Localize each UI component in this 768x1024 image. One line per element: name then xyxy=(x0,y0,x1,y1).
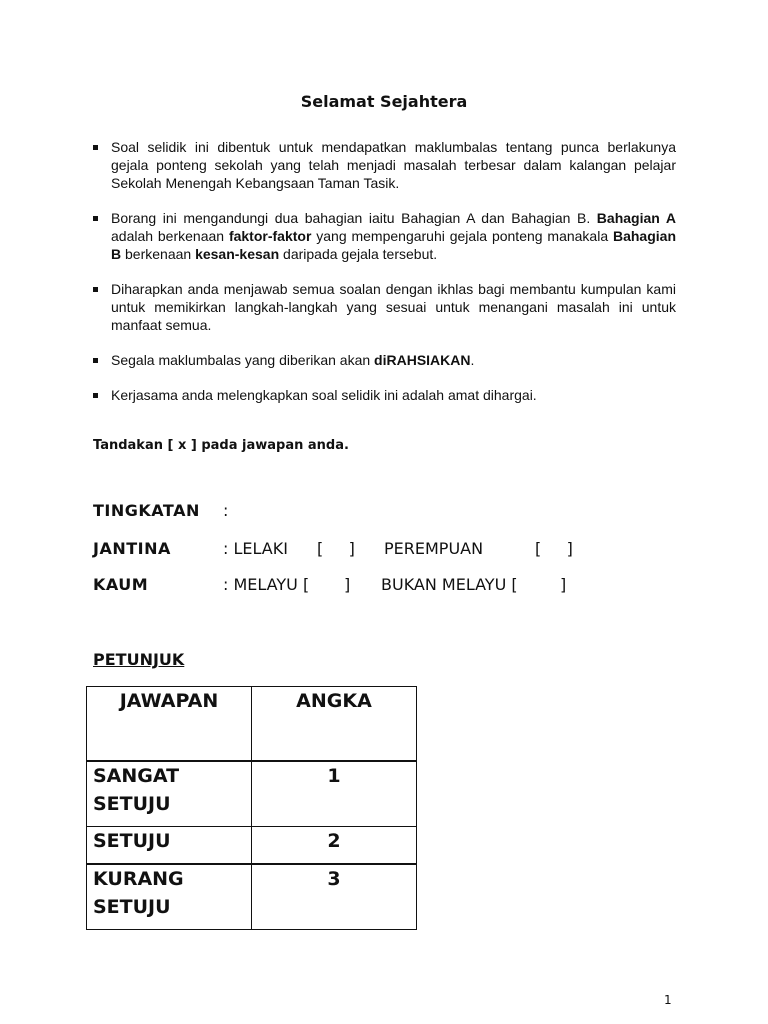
bullet-text: daripada gejala tersebut. xyxy=(279,246,438,262)
table-row xyxy=(87,864,417,930)
lelaki-checkbox[interactable]: [ ] xyxy=(317,539,355,558)
petunjuk-heading: PETUNJUK xyxy=(93,650,185,669)
melayu-checkbox[interactable]: ] xyxy=(344,575,351,594)
bullet-text: Diharapkan anda menjawab semua soalan dengan ikhlas bagi membantu kumpulan kami untuk memikirkan langkah-langkah yang sesuai untuk menangani masalah ini untuk manfaat semua. xyxy=(111,281,676,333)
angka-cell: 3 xyxy=(252,864,417,930)
bukan-melayu-option: BUKAN MELAYU [ xyxy=(381,575,518,594)
bold-term: faktor-faktor xyxy=(228,228,312,244)
perempuan-option: PEREMPUAN xyxy=(384,539,484,558)
melayu-option: : MELAYU [ xyxy=(223,575,310,594)
bullet-text: Borang ini mengandungi dua bahagian iaitu Bahagian A dan Bahagian B. xyxy=(111,210,597,226)
angka-cell: 1 xyxy=(252,761,417,827)
jawapan-cell xyxy=(87,827,252,865)
angka-header: ANGKA xyxy=(252,687,417,762)
jawapan-line: SETUJU xyxy=(93,793,171,815)
legend-header-row xyxy=(87,687,417,762)
square-bullet-icon xyxy=(93,145,98,150)
angka-cell: 2 xyxy=(252,827,417,865)
jawapan-header: JAWAPAN xyxy=(87,687,252,762)
perempuan-checkbox[interactable]: [ ] xyxy=(535,539,573,558)
kaum-label: KAUM xyxy=(93,575,149,594)
bullet-text: . xyxy=(470,352,475,368)
jawapan-cell xyxy=(87,761,252,827)
bold-term: Bahagian A xyxy=(596,210,676,226)
bullet-item xyxy=(93,351,676,369)
bullet-text: Soal selidik ini dibentuk untuk mendapatkan maklumbalas tentang punca berlakunya gejala ponteng sekolah yang telah menjadi masalah terbesar dalam kalangan pelajar Sekolah Menengah Kebangsaan Taman Tasik. xyxy=(111,139,676,191)
jawapan-line: SANGAT xyxy=(93,765,180,787)
jawapan-cell xyxy=(87,864,252,930)
square-bullet-icon xyxy=(93,393,98,398)
bullet-item xyxy=(93,280,676,334)
tingkatan-label: TINGKATAN xyxy=(93,501,200,520)
page-title: Selamat Sejahtera xyxy=(300,92,468,111)
bullet-text: yang mempengaruhi gejala ponteng manakala xyxy=(311,228,613,244)
tingkatan-colon: : xyxy=(223,501,229,520)
table-row xyxy=(87,761,417,827)
legend-table xyxy=(86,686,417,930)
lelaki-option: : LELAKI xyxy=(223,539,288,558)
bold-term: kesan-kesan xyxy=(195,246,280,262)
table-row xyxy=(87,827,417,865)
bold-term: Bahagian B xyxy=(111,228,676,262)
square-bullet-icon xyxy=(93,358,98,363)
bold-term: diRAHSIAKAN xyxy=(374,352,471,368)
bullet-text: adalah berkenaan xyxy=(111,228,229,244)
square-bullet-icon xyxy=(93,287,98,292)
instruction-text: Tandakan [ x ] pada jawapan anda. xyxy=(93,438,349,453)
bukan-melayu-checkbox[interactable]: ] xyxy=(560,575,567,594)
bullet-text: Segala maklumbalas yang diberikan akan xyxy=(111,352,375,368)
square-bullet-icon xyxy=(93,216,98,221)
page-number: 1 xyxy=(664,993,672,1007)
intro-bullet-list xyxy=(93,138,676,404)
jawapan-line: SETUJU xyxy=(93,896,171,918)
bullet-item xyxy=(93,138,676,192)
jantina-label: JANTINA xyxy=(93,539,171,558)
jawapan-line: KURANG xyxy=(93,868,184,890)
jawapan-line: SETUJU xyxy=(93,830,171,852)
bullet-text: Kerjasama anda melengkapkan soal selidik ini adalah amat dihargai. xyxy=(111,387,537,403)
bullet-item xyxy=(93,386,676,404)
bullet-text: berkenaan xyxy=(121,246,196,262)
bullet-item xyxy=(93,209,676,263)
